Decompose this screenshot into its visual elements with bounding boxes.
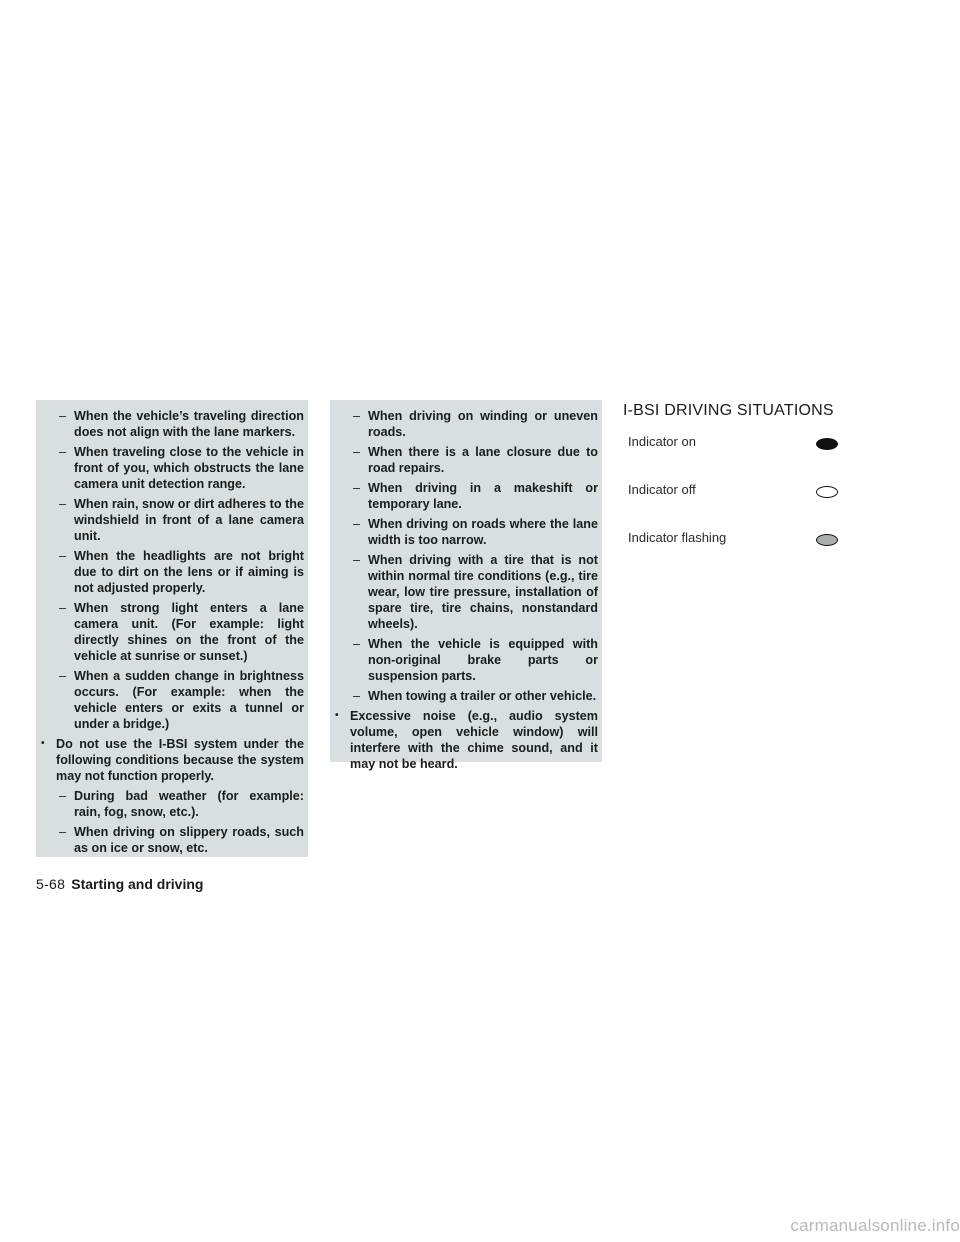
list-item: – When driving on winding or uneven roads.	[330, 408, 598, 440]
page-number: 5-68	[36, 876, 66, 892]
indicator-label: Indicator off	[628, 482, 696, 497]
empty-oval-icon	[816, 486, 838, 498]
indicator-row-flashing	[628, 530, 840, 550]
list-item: – When a sudden change in brightness occurs. (For example: when the vehicle enters or exits a tunnel or under a bridge.)	[36, 668, 304, 732]
indicator-row-on	[628, 434, 840, 454]
page-footer	[36, 876, 203, 892]
bullet-item: • Do not use the I-BSI system under the following conditions because the system may not function properly.	[36, 736, 304, 784]
list-item: – When the headlights are not bright due to dirt on the lens or if aiming is not adjusted properly.	[36, 548, 304, 596]
filled-oval-icon	[816, 438, 838, 450]
list-item: – When there is a lane closure due to road repairs.	[330, 444, 598, 476]
indicator-label: Indicator on	[628, 434, 696, 449]
list-item: – When towing a trailer or other vehicle.	[330, 688, 598, 704]
list-item: – During bad weather (for example: rain, fog, snow, etc.).	[36, 788, 304, 820]
list-item: – When driving with a tire that is not within normal tire conditions (e.g., tire wear, low tire pressure, installation of spare tire, tire chains, nonstandard wheels).	[330, 552, 598, 632]
list-item: – When driving in a makeshift or temporary lane.	[330, 480, 598, 512]
list-item: – When strong light enters a lane camera unit. (For example: light directly shines on the front of the vehicle at sunrise or sunset.)	[36, 600, 304, 664]
warning-box-middle	[330, 400, 602, 771]
warning-box-left	[36, 400, 308, 857]
list-item: – When the vehicle is equipped with non-original brake parts or suspension parts.	[330, 636, 598, 684]
chapter-title: Starting and driving	[71, 876, 204, 892]
indicator-row-off	[628, 482, 840, 502]
section-heading: I-BSI DRIVING SITUATIONS	[623, 402, 834, 419]
gray-oval-icon	[816, 534, 838, 546]
list-item: – When the vehicle’s traveling direction does not align with the lane markers.	[36, 408, 304, 440]
list-item: – When driving on roads where the lane width is too narrow.	[330, 516, 598, 548]
watermark: carmanualsonline.info	[790, 1216, 960, 1235]
list-item: – When driving on slippery roads, such as on ice or snow, etc.	[36, 824, 304, 856]
list-item: – When rain, snow or dirt adheres to the windshield in front of a lane camera unit.	[36, 496, 304, 544]
list-item: – When traveling close to the vehicle in front of you, which obstructs the lane camera unit detection range.	[36, 444, 304, 492]
indicator-label: Indicator flashing	[628, 530, 727, 545]
bullet-item: • Excessive noise (e.g., audio system volume, open vehicle window) will interfere with the chime sound, and it may not be heard.	[330, 708, 598, 772]
